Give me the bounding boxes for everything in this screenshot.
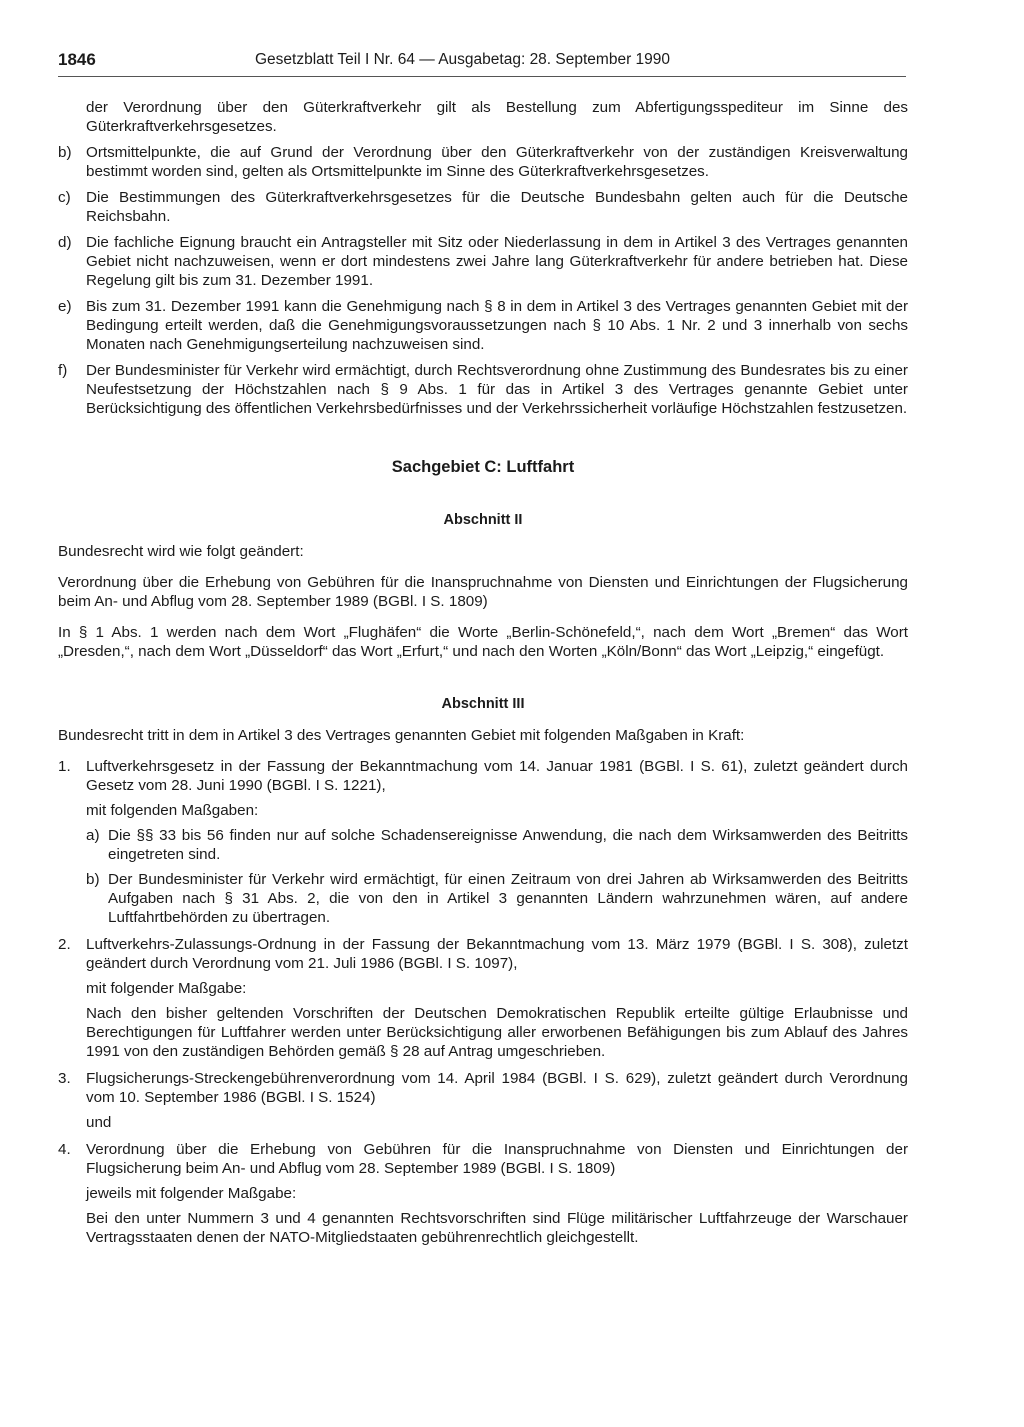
item-text: Verordnung über die Erhebung von Gebühren für die Inanspruchnahme von Diensten und Einrichtungen der Flugsicherung beim An- und Abflug vom 28. September 1989 (BGBl. I S. 1809) (86, 1141, 908, 1177)
numbered-item (58, 1069, 908, 1132)
list-item (58, 361, 908, 418)
list-label: b) (58, 144, 72, 161)
list-label: c) (58, 189, 71, 206)
sub-label: a) (86, 827, 100, 844)
item-text: Luftverkehrs-Zulassungs-Ordnung in der Fassung der Bekanntmachung vom 13. März 1979 (BGBl. I S. 308), zuletzt geändert durch Verordnung vom 21. Juli 1986 (BGBl. I S. 1097), (86, 936, 908, 972)
list-item (58, 188, 908, 226)
page-number: 1846 (58, 50, 96, 69)
item-number: 4. (58, 1141, 71, 1158)
list-item (58, 233, 908, 290)
paragraph: Verordnung über die Erhebung von Gebühren für die Inanspruchnahme von Diensten und Einrichtungen der Flugsicherung beim An- und Abflug vom 28. September 1989 (BGBl. I S. 1809) (58, 574, 908, 610)
list-text: Ortsmittelpunkte, die auf Grund der Verordnung über den Güterkraftverkehr von der zuständigen Kreisverwaltung bestimmt worden sind, gelten als Ortsmittelpunkte im Sinne des Güterkraftverkehrsgesetzes. (86, 144, 908, 180)
item-lead: mit folgenden Maßgaben: (86, 802, 259, 819)
list-label: e) (58, 298, 72, 315)
page-header (58, 50, 906, 77)
numbered-item (58, 935, 908, 1061)
list-text: Der Bundesminister für Verkehr wird ermächtigt, durch Rechtsverordnung ohne Zustimmung des Bundesrates bis zu einer Neufestsetzung der Höchstzahlen nach § 9 Abs. 1 für das in Artikel 3 des Vertrages genannte Gebiet unter Berücksichtigung des öffentlichen Verkehrsbedürfnisses und der Verkehrssicherheit vorläufige Höchstzahlen festzusetzen. (86, 362, 908, 417)
item-lead: mit folgender Maßgabe: (86, 980, 247, 997)
item-text: Flugsicherungs-Streckengebührenverordnung vom 14. April 1984 (BGBl. I S. 629), zuletzt geändert durch Verordnung vom 10. September 1986 (BGBl. I S. 1524) (86, 1070, 908, 1106)
sub-item (86, 826, 908, 864)
header-title: Gesetzblatt Teil I Nr. 64 — Ausgabetag: 28. September 1990 (255, 51, 671, 68)
list-label: d) (58, 234, 72, 251)
list-text: Bis zum 31. Dezember 1991 kann die Genehmigung nach § 8 in dem in Artikel 3 des Vertrages genannten Gebiet mit der Bedingung erteilt werden, daß die Genehmigungsvoraussetzungen nach § 10 Abs. 1 Nr. 2 und 3 innerhalb von sechs Monaten nach Genehmigungserteilung nachzuweisen sind. (86, 298, 908, 353)
list-text: Die Bestimmungen des Güterkraftverkehrsgesetzes für die Deutsche Bundesbahn gelten auch für die Deutsche Reichsbahn. (86, 189, 908, 225)
list-text: Die fachliche Eignung braucht ein Antragsteller mit Sitz oder Niederlassung in dem in Artikel 3 des Vertrages genannten Gebiet nicht nachzuweisen, wenn er dort mindestens zwei Jahre lang Güterkraftverkehr für andere betrieben hat. Diese Regelung gilt bis zum 31. Dezember 1991. (86, 234, 908, 289)
abschnitt-ii-heading: Abschnitt II (443, 512, 523, 528)
sub-item (86, 870, 908, 927)
abschnitt-iii-heading: Abschnitt III (441, 696, 525, 712)
list-item (58, 143, 908, 181)
item-body: Nach den bisher geltenden Vorschriften der Deutschen Demokratischen Republik erteilte gültige Erlaubnisse und Berechtigungen für Luftfahrer werden unter Berücksichtigung aller erworbenen Befähigungen bis zum Ablauf des Jahres 1991 von den zuständigen Behörden gemäß § 28 auf Antrag umgeschrieben. (86, 1005, 908, 1060)
paragraph: Bundesrecht tritt in dem in Artikel 3 des Vertrages genannten Gebiet mit folgenden Maßgaben in Kraft: (58, 727, 745, 744)
list-item (58, 297, 908, 354)
paragraph: In § 1 Abs. 1 werden nach dem Wort „Flughäfen“ die Worte „Berlin-Schönefeld,“, nach dem Wort „Bremen“ das Wort „Dresden,“, nach dem Wort „Düsseldorf“ das Wort „Erfurt,“ und nach den Worten „Köln/Bonn“ das Wort „Leipzig,“ eingefügt. (58, 624, 908, 660)
sub-text: Die §§ 33 bis 56 finden nur auf solche Schadensereignisse Anwendung, die nach dem Wirksamwerden des Beitritts eingetreten sind. (108, 827, 908, 863)
item-lead: jeweils mit folgender Maßgabe: (86, 1185, 297, 1202)
document-body (58, 98, 908, 1255)
item-tail: und (86, 1114, 112, 1131)
list-label: f) (58, 362, 68, 379)
item-number: 2. (58, 936, 71, 953)
item-number: 1. (58, 758, 71, 775)
item-text: Luftverkehrsgesetz in der Fassung der Bekanntmachung vom 14. Januar 1981 (BGBl. I S. 61), zuletzt geändert durch Gesetz vom 28. Juni 1990 (BGBl. I S. 1221), (86, 758, 908, 794)
item-body: Bei den unter Nummern 3 und 4 genannten Rechtsvorschriften sind Flüge militärischer Luftfahrzeuge der Warschauer Vertragsstaaten denen der NATO-Mitgliedstaaten gebührenrechtlich gleichgestellt. (86, 1210, 908, 1246)
paragraph: Bundesrecht wird wie folgt geändert: (58, 543, 304, 560)
sub-text: Der Bundesminister für Verkehr wird ermächtigt, für einen Zeitraum von drei Jahren ab Wirksamwerden des Beitritts Aufgaben nach § 31 Abs. 2, die von den in Artikel 3 genannten Ländern wahrzunehmen wären, auf andere Luftfahrtbehörden zu übertragen. (108, 871, 908, 926)
numbered-item (58, 757, 908, 927)
item-number: 3. (58, 1070, 71, 1087)
section-title: Sachgebiet C: Luftfahrt (391, 458, 575, 476)
continued-paragraph: der Verordnung über den Güterkraftverkehr gilt als Bestellung zum Abfertigungsspediteur im Sinne des Güterkraftverkehrsgesetzes. (86, 99, 908, 135)
numbered-item (58, 1140, 908, 1247)
sub-label: b) (86, 871, 100, 888)
